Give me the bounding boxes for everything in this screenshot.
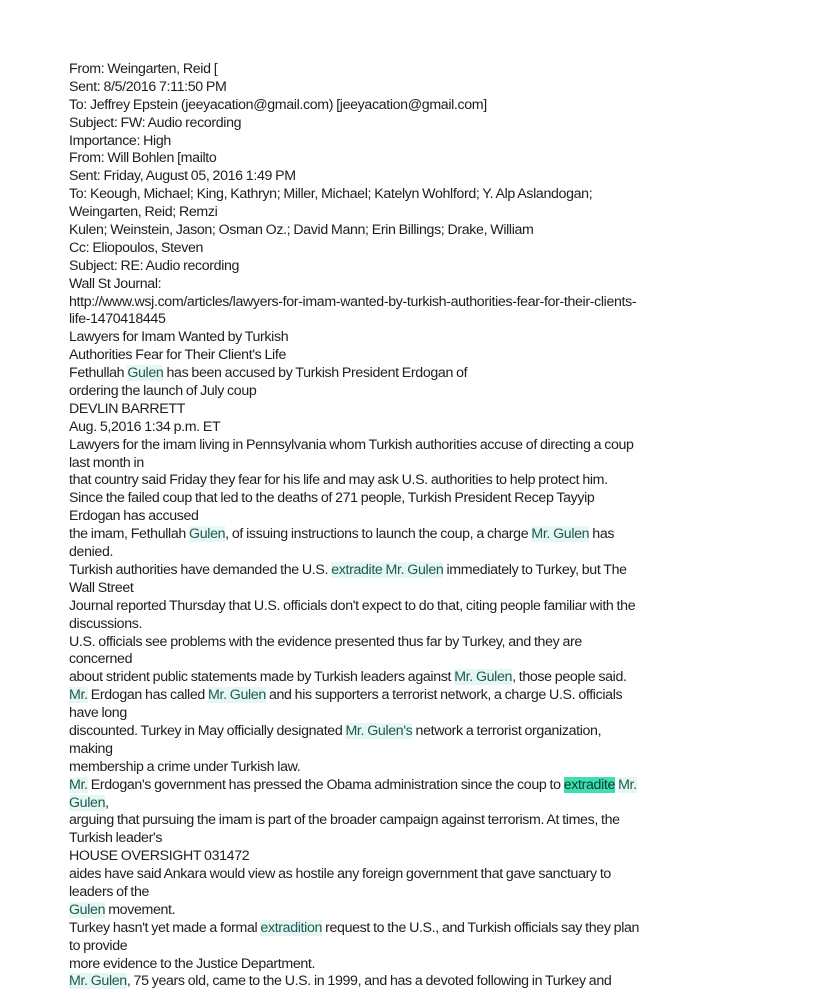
- text-line: [69, 294, 769, 312]
- text-segment: U.S. officials see problems with the evidence presented thus far by Turkey, and they are: [69, 633, 582, 650]
- text-segment: Importance: High: [69, 132, 171, 149]
- text-segment: more evidence to the Justice Department.: [69, 955, 316, 972]
- text-segment: network a terrorist organization,: [412, 722, 602, 739]
- text-segment: ,: [105, 794, 109, 811]
- text-segment: , those people said.: [512, 669, 627, 686]
- text-segment: http://www.wsj.com/articles/lawyers-for-imam-wanted-by-turkish-authorities-fear-for-their-clients-: [69, 293, 637, 310]
- text-line: [69, 61, 769, 79]
- text-segment: has: [589, 526, 615, 543]
- text-segment: making: [69, 740, 113, 757]
- text-segment: membership a crime under Turkish law.: [69, 758, 301, 775]
- text-segment: HOUSE OVERSIGHT 031472: [69, 848, 250, 865]
- text-line: [69, 616, 769, 634]
- text-segment: Aug. 5,2016 1:34 p.m. ET: [69, 418, 221, 435]
- text-segment: have long: [69, 705, 127, 722]
- text-segment: that country said Friday they fear for his life and may ask U.S. authorities to help protect him.: [69, 472, 608, 489]
- text-segment: Subject: FW: Audio recording: [69, 114, 242, 131]
- text-segment: concerned: [69, 651, 133, 668]
- search-highlight: Gulen: [69, 794, 106, 811]
- text-line: [69, 204, 769, 222]
- search-highlight: Mr.: [618, 776, 637, 793]
- text-segment: denied.: [69, 544, 114, 561]
- text-segment: Since the failed coup that led to the deaths of 271 people, Turkish President Recep Tayyip: [69, 490, 595, 507]
- search-highlight-active: extradite: [563, 776, 615, 793]
- text-segment: To: Jeffrey Epstein (jeeyacation@gmail.com) [jeeyacation@gmail.com]: [69, 96, 487, 113]
- text-line: [69, 508, 769, 526]
- search-highlight: Mr.: [69, 687, 88, 704]
- text-segment: request to the U.S., and Turkish officials say they plan: [322, 919, 640, 936]
- text-segment: immediately to Turkey, but The: [443, 561, 627, 578]
- text-line: [69, 598, 769, 616]
- text-segment: From: Will Bohlen [mailto: [69, 150, 217, 167]
- text-line: [69, 956, 769, 974]
- text-segment: Wall St Journal:: [69, 275, 162, 292]
- search-highlight: Gulen: [189, 526, 226, 543]
- text-line: [69, 133, 769, 151]
- text-line: [69, 79, 769, 97]
- text-line: [69, 973, 769, 991]
- search-highlight: Mr. Gulen: [454, 669, 513, 686]
- email-document: [69, 61, 769, 991]
- search-highlight: Mr. Gulen: [208, 687, 266, 704]
- text-segment: last month in: [69, 454, 144, 471]
- text-segment: , 75 years old, came to the U.S. in 1999, and has a devoted following in Turkey and: [126, 973, 612, 990]
- text-segment: Turkish leader's: [69, 830, 163, 847]
- text-line: [69, 347, 769, 365]
- text-segment: and his supporters a terrorist network, a charge U.S. officials: [265, 687, 623, 704]
- text-line: [69, 830, 769, 848]
- text-segment: arguing that pursuing the imam is part of the broader campaign against terrorism. At times, the: [69, 812, 620, 829]
- text-segment: has been accused by Turkish President Erdogan of: [163, 365, 468, 382]
- text-line: [69, 902, 769, 920]
- text-segment: discounted. Turkey in May officially designated: [69, 722, 346, 739]
- text-line: [69, 526, 769, 544]
- text-line: [69, 777, 769, 795]
- text-line: [69, 186, 769, 204]
- search-highlight: Mr. Gulen: [69, 973, 127, 990]
- text-segment: life-1470418445: [69, 311, 166, 328]
- text-line: [69, 759, 769, 777]
- text-line: [69, 401, 769, 419]
- text-segment: to provide: [69, 937, 128, 954]
- text-line: [69, 848, 769, 866]
- text-line: [69, 866, 769, 884]
- text-segment: Erdogan has called: [87, 687, 209, 704]
- text-line: [69, 741, 769, 759]
- text-line: [69, 705, 769, 723]
- text-line: [69, 472, 769, 490]
- search-highlight: Mr. Gulen: [531, 526, 590, 543]
- text-segment: Sent: Friday, August 05, 2016 1:49 PM: [69, 168, 296, 185]
- text-segment: To: Keough, Michael; King, Kathryn; Miller, Michael; Katelyn Wohlford; Y. Alp Aslandogan;: [69, 186, 593, 203]
- text-line: [69, 311, 769, 329]
- text-segment: about strident public statements made by Turkish leaders against: [69, 669, 455, 686]
- text-segment: Lawyers for Imam Wanted by Turkish: [69, 329, 289, 346]
- text-segment: Cc: Eliopoulos, Steven: [69, 239, 204, 256]
- text-line: [69, 634, 769, 652]
- text-line: [69, 97, 769, 115]
- text-line: [69, 437, 769, 455]
- search-highlight: Gulen: [127, 365, 164, 382]
- search-highlight: Mr.: [69, 776, 88, 793]
- text-segment: From: Weingarten, Reid [: [69, 61, 218, 77]
- text-line: [69, 276, 769, 294]
- text-line: [69, 115, 769, 133]
- search-highlight: Mr. Gulen's: [345, 722, 413, 739]
- text-segment: Wall Street: [69, 579, 134, 596]
- text-line: [69, 258, 769, 276]
- text-line: [69, 884, 769, 902]
- text-segment: Sent: 8/5/2016 7:11:50 PM: [69, 78, 227, 95]
- text-line: [69, 419, 769, 437]
- search-highlight: extradite Mr. Gulen: [331, 561, 444, 578]
- text-line: [69, 240, 769, 258]
- text-line: [69, 562, 769, 580]
- search-highlight: Gulen: [69, 901, 106, 918]
- text-line: [69, 795, 769, 813]
- text-segment: the imam, Fethullah: [69, 526, 190, 543]
- text-segment: Journal reported Thursday that U.S. officials don't expect to do that, citing people familiar with the: [69, 597, 636, 614]
- text-line: [69, 669, 769, 687]
- text-line: [69, 150, 769, 168]
- text-line: [69, 168, 769, 186]
- text-segment: movement.: [105, 901, 176, 918]
- text-line: [69, 651, 769, 669]
- text-segment: discussions.: [69, 615, 143, 632]
- text-line: [69, 455, 769, 473]
- text-line: [69, 544, 769, 562]
- text-line: [69, 222, 769, 240]
- text-segment: Kulen; Weinstein, Jason; Osman Oz.; David Mann; Erin Billings; Drake, William: [69, 222, 534, 239]
- text-segment: Subject: RE: Audio recording: [69, 257, 240, 274]
- text-segment: Weingarten, Reid; Remzi: [69, 204, 218, 221]
- text-line: [69, 383, 769, 401]
- text-segment: ordering the launch of July coup: [69, 383, 257, 400]
- text-line: [69, 723, 769, 741]
- text-segment: aides have said Ankara would view as hostile any foreign government that gave sanctuary to: [69, 866, 611, 883]
- text-line: [69, 812, 769, 830]
- text-segment: Erdogan's government has pressed the Obama administration since the coup to: [87, 776, 564, 793]
- text-segment: Authorities Fear for Their Client's Life: [69, 347, 286, 364]
- text-line: [69, 920, 769, 938]
- text-segment: leaders of the: [69, 883, 150, 900]
- text-segment: DEVLIN BARRETT: [69, 400, 186, 417]
- text-line: [69, 490, 769, 508]
- text-segment: Turkish authorities have demanded the U.S.: [69, 561, 332, 578]
- search-highlight: extradition: [260, 919, 323, 936]
- text-segment: Lawyers for the imam living in Pennsylvania whom Turkish authorities accuse of directing a coup: [69, 436, 634, 453]
- text-line: [69, 329, 769, 347]
- text-line: [69, 580, 769, 598]
- text-segment: Turkey hasn't yet made a formal: [69, 919, 261, 936]
- text-line: [69, 365, 769, 383]
- text-line: [69, 938, 769, 956]
- text-segment: , of issuing instructions to launch the coup, a charge: [225, 526, 532, 543]
- text-segment: Erdogan has accused: [69, 508, 199, 525]
- text-segment: Fethullah: [69, 365, 128, 382]
- text-line: [69, 687, 769, 705]
